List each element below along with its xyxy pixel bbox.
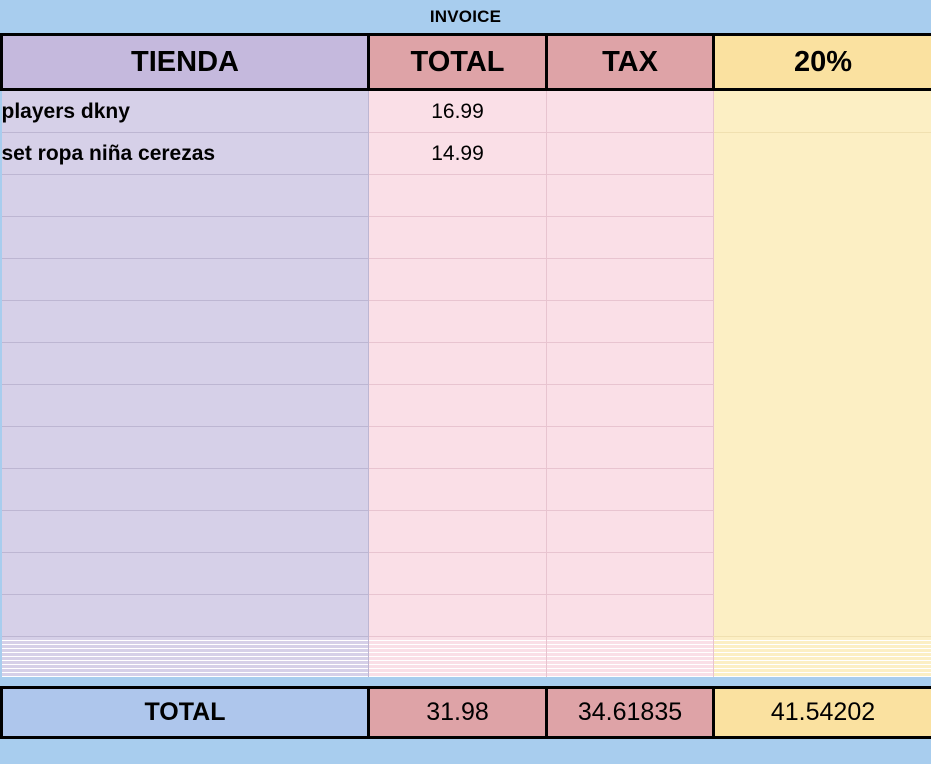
spacer-row: [2, 677, 931, 688]
cell-tax[interactable]: [547, 217, 714, 259]
cell-tienda[interactable]: [2, 427, 369, 469]
cell-total[interactable]: 16.99: [369, 90, 547, 133]
collapsed-rows-percent[interactable]: [714, 637, 931, 677]
cell-total[interactable]: [369, 553, 547, 595]
cell-total[interactable]: [369, 259, 547, 301]
cell-total[interactable]: [369, 511, 547, 553]
collapsed-rows-band[interactable]: [2, 637, 931, 678]
cell-tax[interactable]: [547, 469, 714, 511]
cell-total[interactable]: [369, 427, 547, 469]
cell-total[interactable]: [369, 175, 547, 217]
cell-tax[interactable]: [547, 385, 714, 427]
column-header-tienda[interactable]: TIENDA: [2, 35, 369, 90]
cell-tax[interactable]: [547, 595, 714, 637]
cell-tienda[interactable]: [2, 301, 369, 343]
collapsed-rows-total[interactable]: [369, 637, 547, 677]
page-title: INVOICE: [430, 7, 501, 27]
cell-tax[interactable]: [547, 427, 714, 469]
cell-tienda[interactable]: [2, 217, 369, 259]
cell-total[interactable]: [369, 217, 547, 259]
invoice-table: [0, 33, 931, 739]
cell-total[interactable]: [369, 595, 547, 637]
column-header-tax[interactable]: TAX: [547, 35, 714, 90]
cell-total[interactable]: [369, 301, 547, 343]
cell-total[interactable]: [369, 385, 547, 427]
table-row: [2, 90, 931, 133]
cell-tax[interactable]: [547, 175, 714, 217]
cell-tax[interactable]: [547, 259, 714, 301]
table-header-row: [2, 35, 931, 90]
cell-tax[interactable]: [547, 343, 714, 385]
cell-tax[interactable]: [547, 90, 714, 133]
cell-tienda[interactable]: [2, 343, 369, 385]
totals-percent-value[interactable]: 41.54202: [714, 688, 931, 738]
spacer-cell: [2, 677, 369, 688]
column-header-total[interactable]: TOTAL: [369, 35, 547, 90]
cell-percent-merged[interactable]: [714, 133, 931, 637]
collapsed-rows-tienda[interactable]: [2, 637, 369, 677]
cell-tienda[interactable]: [2, 553, 369, 595]
cell-tienda[interactable]: set ropa niña cerezas: [2, 133, 369, 175]
cell-percent[interactable]: [714, 90, 931, 133]
cell-tienda[interactable]: [2, 511, 369, 553]
cell-tax[interactable]: [547, 553, 714, 595]
cell-tienda[interactable]: [2, 469, 369, 511]
document-title-bar: [0, 0, 931, 33]
cell-tienda[interactable]: [2, 259, 369, 301]
cell-tienda[interactable]: [2, 595, 369, 637]
cell-tax[interactable]: [547, 301, 714, 343]
cell-tax[interactable]: [547, 511, 714, 553]
totals-total-value[interactable]: 31.98: [369, 688, 547, 738]
cell-tax[interactable]: [547, 133, 714, 175]
cell-total[interactable]: [369, 343, 547, 385]
totals-tax-value[interactable]: 34.61835: [547, 688, 714, 738]
cell-tienda[interactable]: [2, 385, 369, 427]
cell-total[interactable]: [369, 469, 547, 511]
totals-row: [2, 688, 931, 738]
sheet-bottom-area: [0, 739, 931, 764]
spacer-cell: [369, 677, 547, 688]
spacer-cell: [547, 677, 714, 688]
collapsed-rows-tax[interactable]: [547, 637, 714, 677]
spacer-cell: [714, 677, 931, 688]
table-row: [2, 133, 931, 175]
cell-total[interactable]: 14.99: [369, 133, 547, 175]
cell-tienda[interactable]: [2, 175, 369, 217]
cell-tienda[interactable]: players dkny: [2, 90, 369, 133]
totals-label[interactable]: TOTAL: [2, 688, 369, 738]
column-header-percent[interactable]: 20%: [714, 35, 931, 90]
